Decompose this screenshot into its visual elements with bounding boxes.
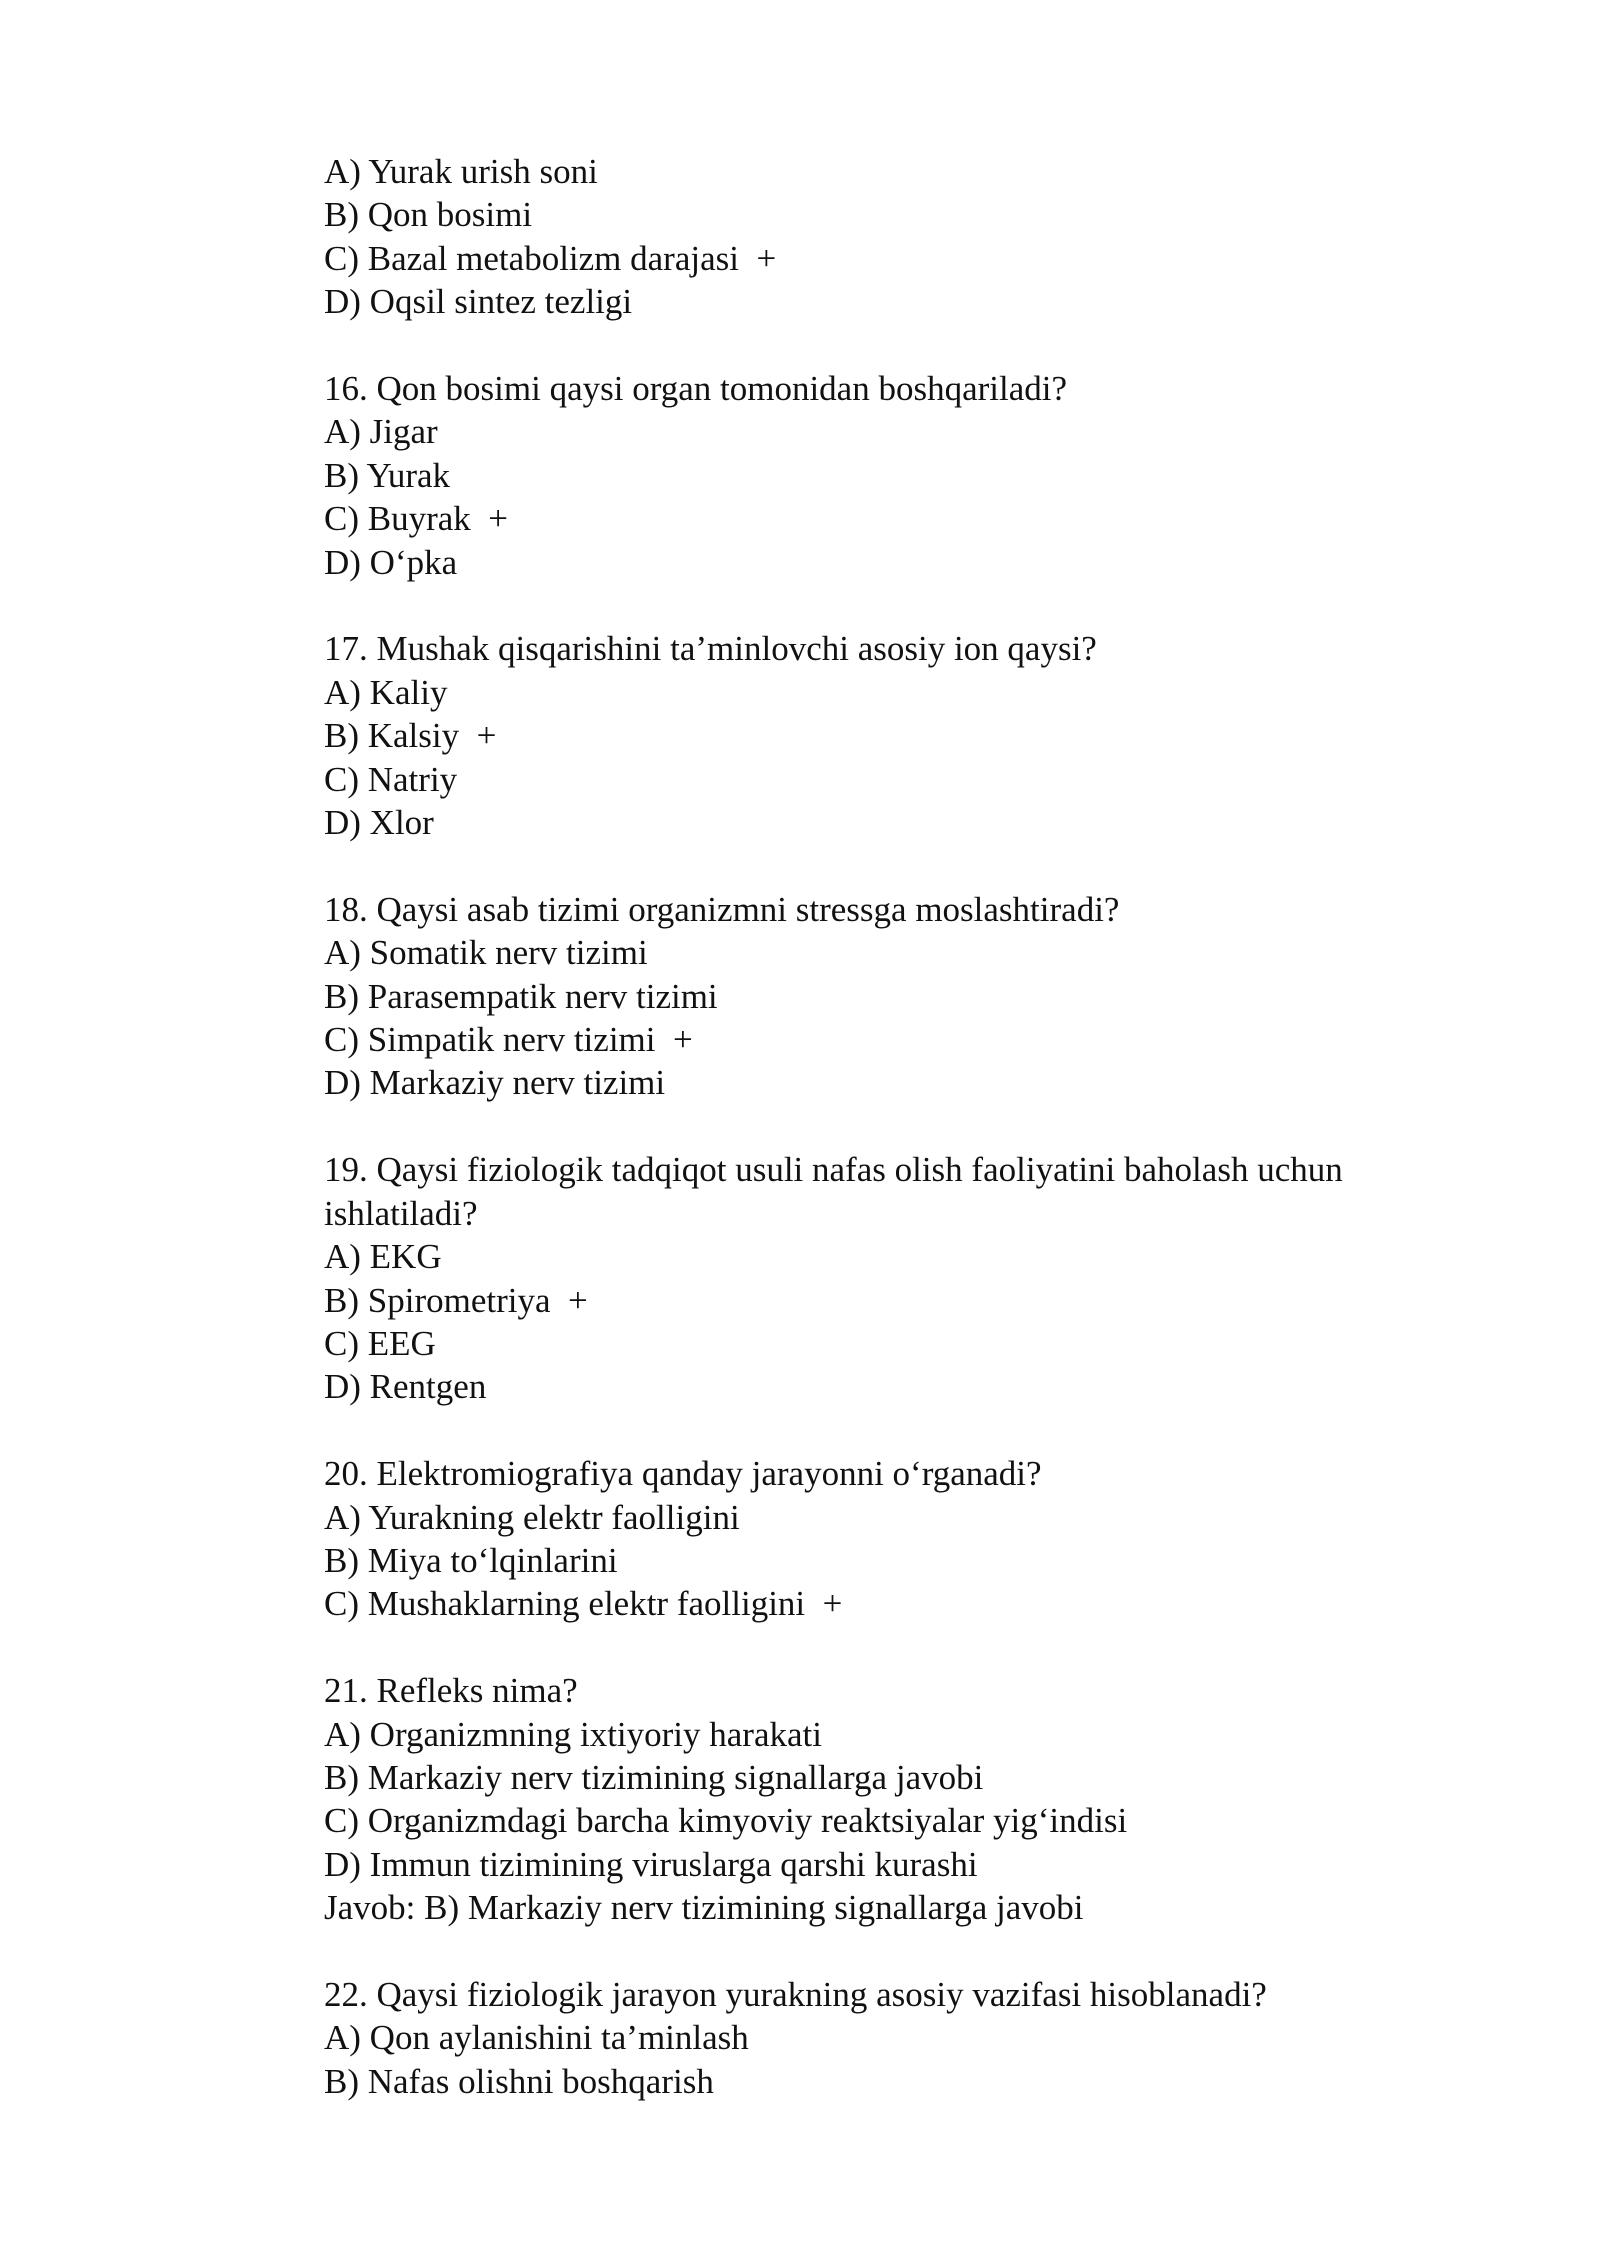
- option-c-correct: C) Buyrak +: [324, 499, 509, 539]
- question-text: 22. Qaysi fiziologik jarayon yurakning asosiy vazifasi hisoblanadi?: [324, 1974, 1267, 2014]
- option-b-correct: B) Spirometriya +: [324, 1280, 588, 1320]
- option-b: B) Miya to‘lqinlarini: [324, 1540, 618, 1580]
- question-block-16: [324, 367, 1474, 584]
- question-block-21: [324, 1669, 1474, 1929]
- question-text: 21. Refleks nima?: [324, 1671, 578, 1711]
- option-b-correct: B) Kalsiy +: [324, 716, 497, 756]
- spacer: [324, 1930, 1474, 1973]
- option-b: B) Nafas olishni boshqarish: [324, 2061, 714, 2101]
- option-a: A) EKG: [324, 1237, 442, 1277]
- question-block-22: [324, 1973, 1474, 2103]
- question-block-20: [324, 1452, 1474, 1626]
- question-text: 16. Qon bosimi qaysi organ tomonidan boshqariladi?: [324, 369, 1068, 409]
- option-c-correct: C) Mushaklarning elektr faolligini +: [324, 1584, 843, 1624]
- question-text: 17. Mushak qisqarishini ta’minlovchi asosiy ion qaysi?: [324, 629, 1097, 669]
- spacer: [324, 324, 1474, 367]
- spacer: [324, 1409, 1474, 1452]
- option-b: B) Markaziy nerv tizimining signallarga javobi: [324, 1757, 984, 1797]
- spacer: [324, 1626, 1474, 1669]
- option-b: B) Yurak: [324, 455, 451, 495]
- document-body: [324, 150, 1474, 2103]
- option-d: D) Markaziy nerv tizimi: [324, 1063, 666, 1103]
- option-a: A) Yurak urish soni: [324, 152, 598, 191]
- option-d: D) O‘pka: [324, 542, 458, 582]
- option-c: C) Organizmdagi barcha kimyoviy reaktsiyalar yig‘indisi: [324, 1801, 1128, 1841]
- option-c: C) Natriy: [324, 759, 458, 799]
- option-c-correct: C) Bazal metabolizm darajasi +: [324, 238, 777, 278]
- option-a: A) Qon aylanishini ta’minlash: [324, 2018, 749, 2058]
- option-c-correct: C) Simpatik nerv tizimi +: [324, 1020, 693, 1060]
- option-c: C) EEG: [324, 1323, 436, 1363]
- option-d: D) Rentgen: [324, 1367, 487, 1407]
- option-a: A) Organizmning ixtiyoriy harakati: [324, 1714, 822, 1754]
- option-d: D) Xlor: [324, 803, 434, 843]
- spacer: [324, 584, 1474, 627]
- option-b: B) Parasempatik nerv tizimi: [324, 976, 718, 1016]
- question-text-line-1: 19. Qaysi fiziologik tadqiqot usuli nafas olish faoliyatini baholash uchun: [324, 1150, 1343, 1190]
- question-block-18: [324, 888, 1474, 1105]
- answer-text: Javob: B) Markaziy nerv tizimining signallarga javobi: [324, 1888, 1084, 1928]
- question-text: 18. Qaysi asab tizimi organizmni stressga moslashtiradi?: [324, 889, 1120, 929]
- option-b: B) Qon bosimi: [324, 195, 533, 235]
- option-d: D) Oqsil sintez tezligi: [324, 282, 633, 322]
- question-block-17: [324, 627, 1474, 844]
- option-a: A) Somatik nerv tizimi: [324, 933, 648, 973]
- spacer: [324, 1105, 1474, 1148]
- option-a: A) Jigar: [324, 412, 438, 452]
- option-a: A) Yurakning elektr faolligini: [324, 1497, 740, 1537]
- option-a: A) Kaliy: [324, 672, 448, 712]
- option-d: D) Immun tizimining viruslarga qarshi kurashi: [324, 1844, 978, 1884]
- spacer: [324, 844, 1474, 887]
- question-text: 20. Elektromiografiya qanday jarayonni o‘rganadi?: [324, 1454, 1042, 1494]
- question-block-15: [324, 150, 1474, 324]
- question-block-19: [324, 1148, 1474, 1408]
- question-text-line-2: ishlatiladi?: [324, 1193, 478, 1233]
